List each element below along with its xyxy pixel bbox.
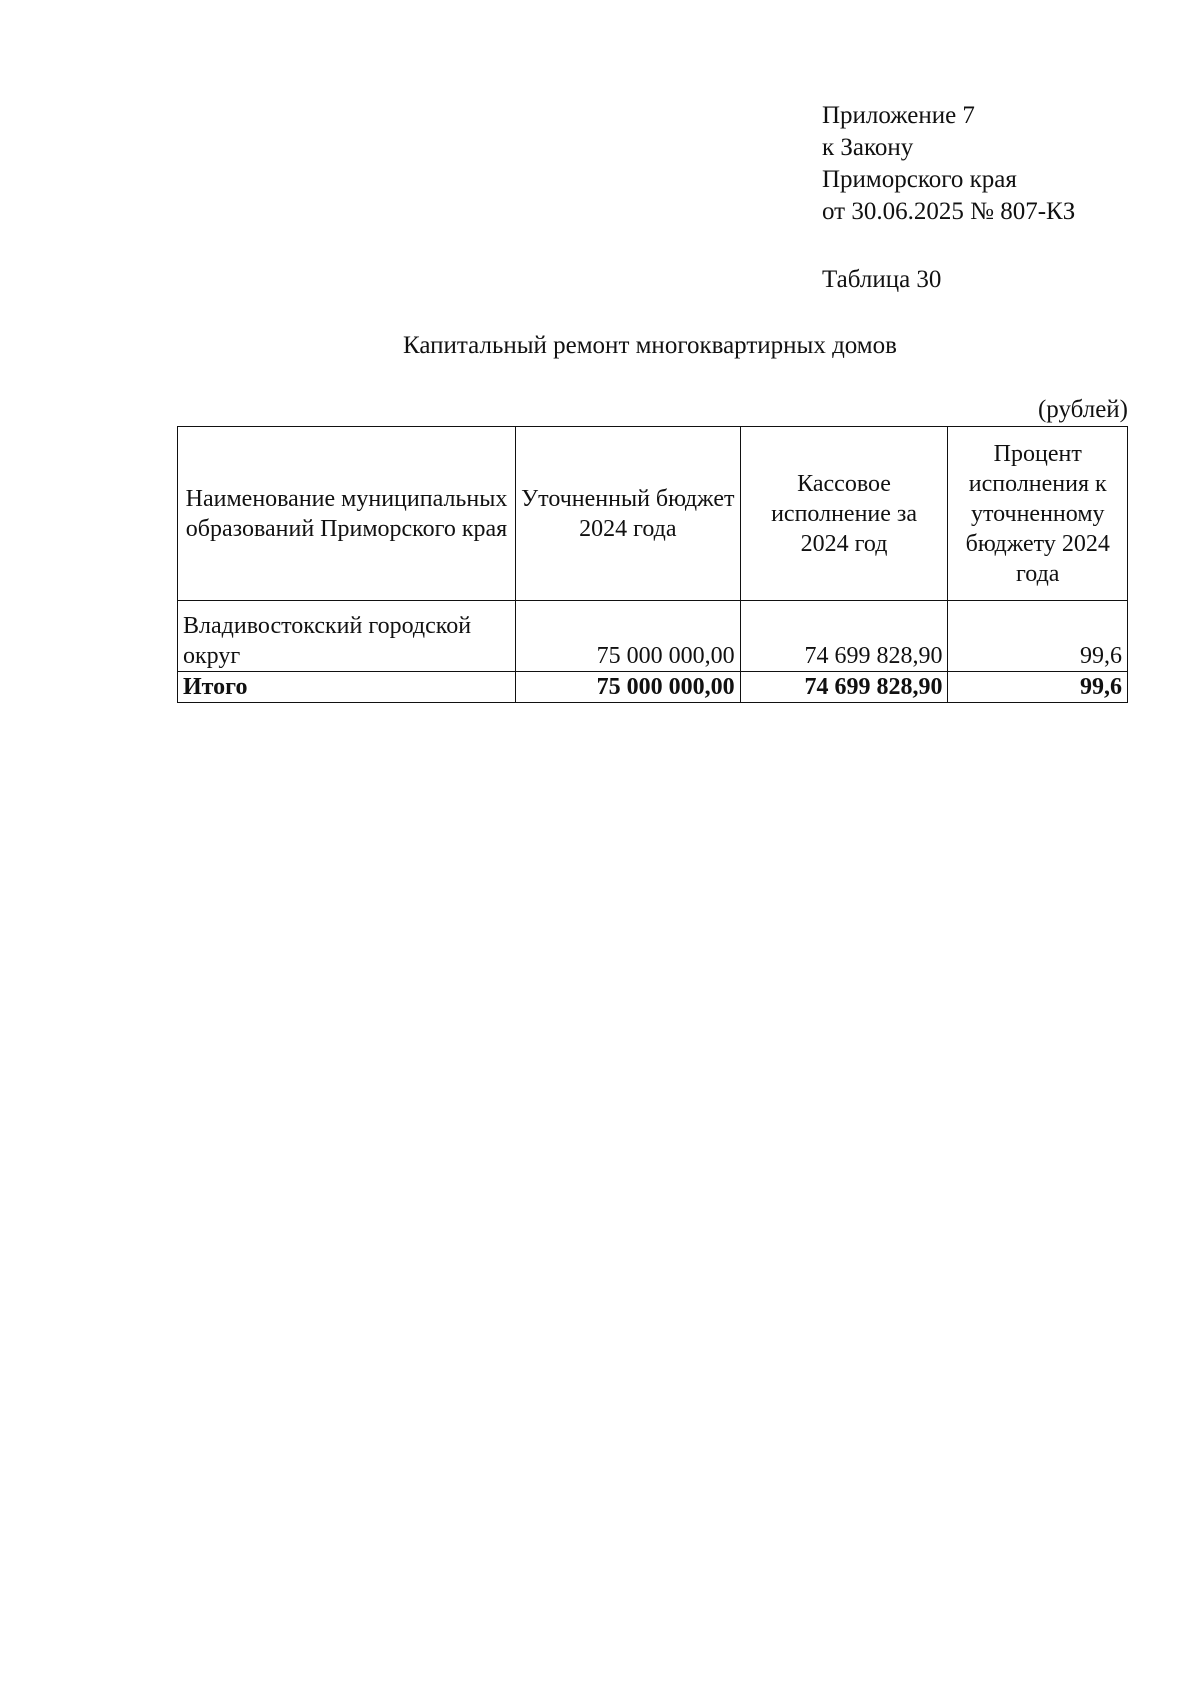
- cell-execution: 74 699 828,90: [740, 601, 948, 672]
- appendix-line: Приморского края: [822, 166, 1017, 193]
- total-row: [178, 672, 1128, 703]
- cell-municipality: Владивостокский городской округ: [178, 601, 516, 672]
- units-note: (рублей): [1037, 396, 1128, 423]
- total-percent: 99,6: [948, 672, 1128, 703]
- total-budget: 75 000 000,00: [516, 672, 741, 703]
- total-label: Итого: [178, 672, 516, 703]
- appendix-line: Приложение 7: [822, 102, 975, 129]
- table-row: [178, 601, 1128, 672]
- header-percent: Процент исполнения к уточненному бюджету 2024 года: [948, 427, 1128, 601]
- cell-percent: 99,6: [948, 601, 1128, 672]
- cell-budget: 75 000 000,00: [516, 601, 741, 672]
- header-municipality: Наименование муниципальных образований Приморского края: [178, 427, 516, 601]
- header-budget: Уточненный бюджет 2024 года: [516, 427, 741, 601]
- document-title: Капитальный ремонт многоквартирных домов: [403, 332, 897, 359]
- budget-table: [177, 426, 1128, 703]
- table-number: Таблица 30: [822, 266, 942, 293]
- appendix-reference: [822, 100, 1075, 228]
- appendix-line: от 30.06.2025 № 807-КЗ: [822, 198, 1076, 225]
- table-header-row: [178, 427, 1128, 601]
- total-execution: 74 699 828,90: [740, 672, 948, 703]
- header-execution: Кассовое исполнение за 2024 год: [740, 427, 948, 601]
- appendix-line: к Закону: [822, 134, 914, 161]
